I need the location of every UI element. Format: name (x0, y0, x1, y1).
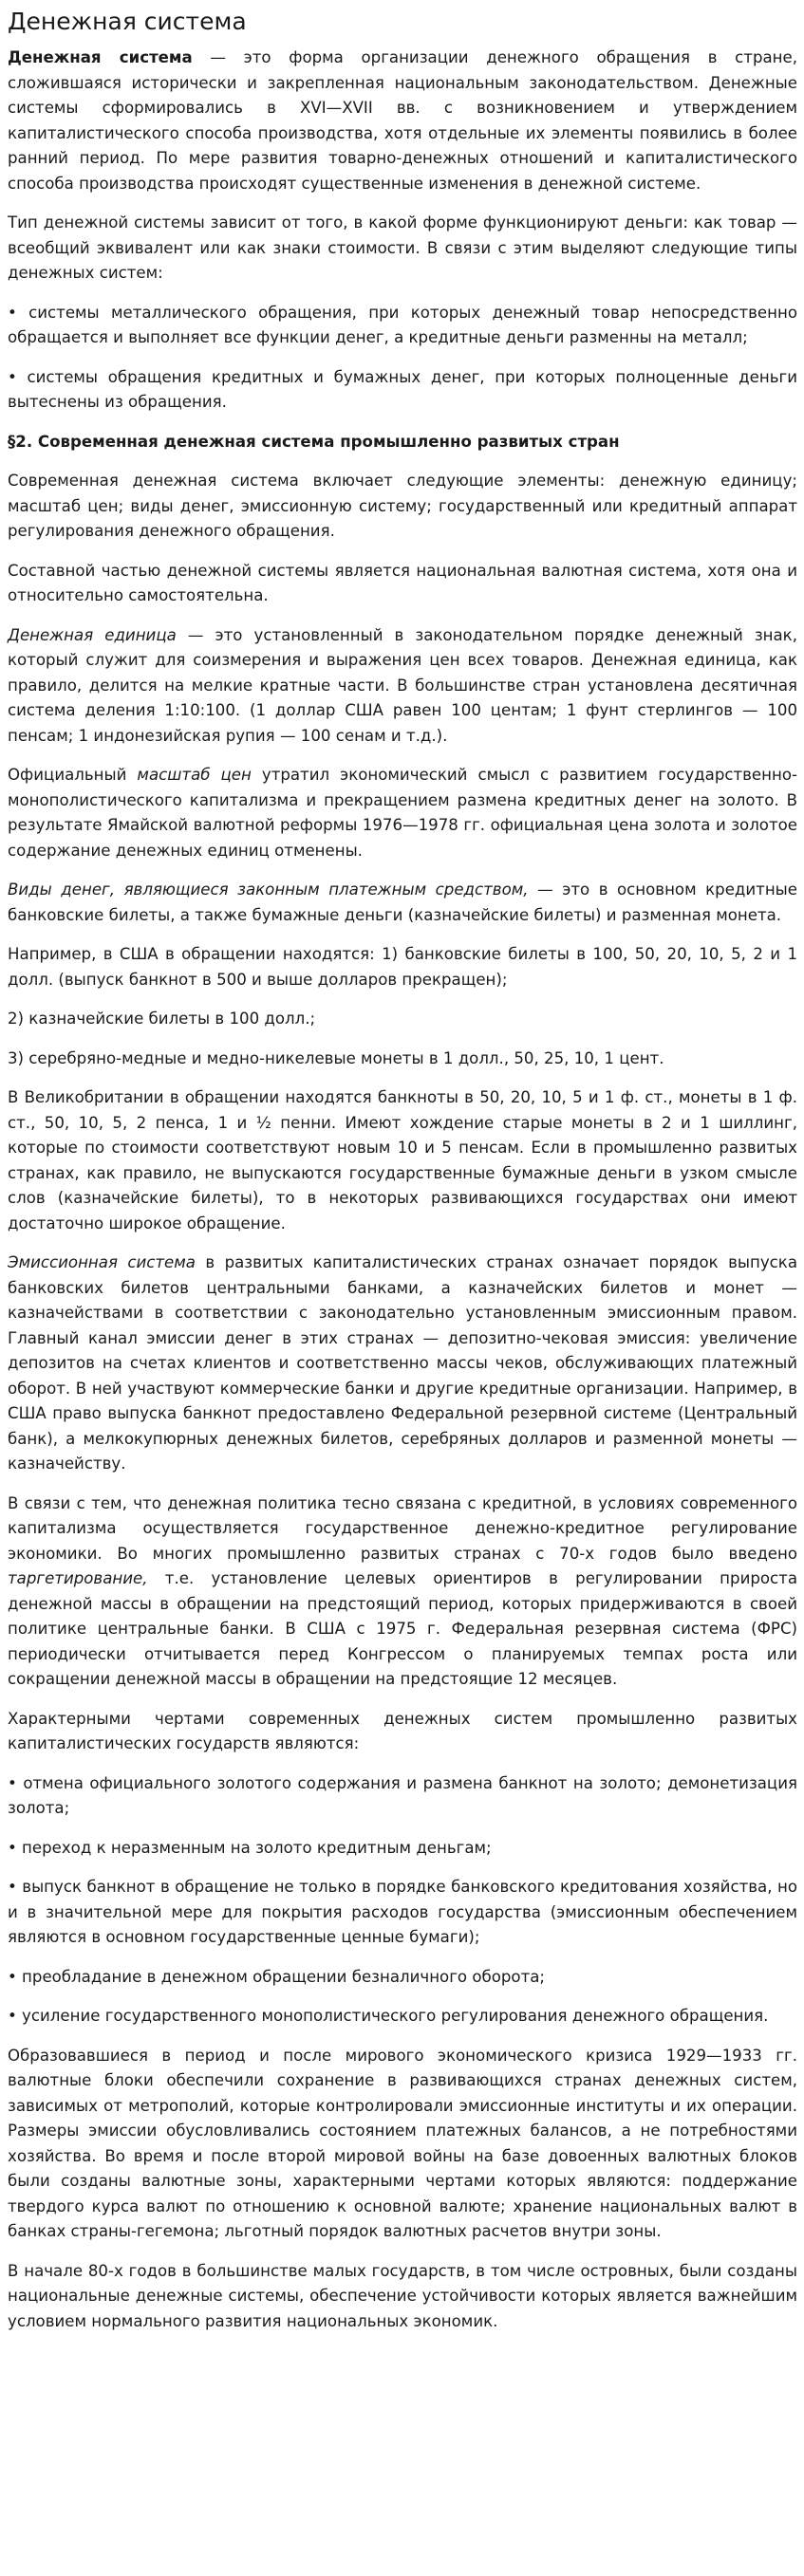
kinds-text: — это в основном кредитные банковские билеты, а также бумажные деньги (казначейские билеты) и разменная монета. (8, 880, 797, 924)
unit-paragraph (8, 623, 797, 750)
elements-paragraph: Современная денежная система включает следующие элементы: денежную единицу; масштаб цен; виды денег, эмиссионную систему; государственный или кредитный аппарат регулирования денежного обращения. (8, 472, 797, 540)
page-title: Денежная система (8, 8, 247, 35)
usa-paragraph-3: 3) серебряно-медные и медно-никелевые монеты в 1 долл., 50, 25, 10, 1 цент. (8, 1048, 664, 1067)
usa-paragraph-1: Например, в США в обращении находятся: 1) банковские билеты в 100, 50, 20, 10, 5, 2 и 1 долл. (выпуск банкнот в 500 и выше долларов прекращен); (8, 945, 797, 989)
emission-paragraph (8, 1251, 797, 1477)
features-intro-paragraph: Характерными чертами современных денежных систем промышленно развитых капиталистических государств являются: (8, 1709, 797, 1752)
types-intro-paragraph: Тип денежной системы зависит от того, в какой форме функционируют деньги: как товар — всеобщий эквивалент или как знаки стоимости. В связи с этим выделяют следующие типы денежных систем: (8, 213, 797, 282)
feature-item: • усиление государственного монополистического регулирования денежного обращения. (8, 2007, 769, 2025)
emission-text: в развитых капиталистических странах означает порядок выпуска банковских билетов центральными банками, а казначейских билетов и монет — казначействами в соответствии с законодательно установленным эмиссионным правом. Главный канал эмиссии денег в этих странах — депозитно-чековая эмиссия: увеличение депозитов на счетах клиентов и соответственно массы чеков, обслуживающих платежный оборот. В ней участвуют коммерческие банки и другие кредитные организации. Например, в США право выпуска банкнот предоставлено Федеральной резервной системе (Центральный банк), а мелкокупюрных денежных билетов, серебряных долларов и разменной монеты — казначейству. (8, 1253, 797, 1473)
eighties-paragraph: В начале 80-х годов в большинстве малых государств, в том числе островных, были созданы национальные денежные системы, обеспечение устойчивости которых является важнейшим условием нормального развития национальных экономик. (8, 2261, 797, 2330)
policy-text: т.е. установление целевых ориентиров в регулировании прироста денежной массы в обращении на предстоящий период, которых придерживаются в своей политике центральные банки. В США с 1975 г. Федеральная резервная система (ФРС) периодически отчитывается перед Конгрессом о планируемых темпах роста или сокращении денежной массы в обращении на предстоящие 12 месяцев. (8, 1569, 797, 1688)
section-heading: §2. Современная денежная система промышленно развитых стран (8, 432, 620, 451)
intro-paragraph (8, 46, 797, 196)
type-item-metallic: • системы металлического обращения, при которых денежный товар непосредственно обращается и выполняет все функции денег, а кредитные деньги разменны на металл; (8, 303, 797, 346)
intro-text: — это форма организации денежного обращения в стране, сложившаяся исторически и закрепленная национальным законодательством. Денежные системы сформировались в XVI—XVII вв. с возникновением и утверждением капиталистического способа производства, хотя отдельные их элементы появились в более ранний период. По мере развития товарно-денежных отношений и капиталистического способа производства происходят существенные изменения в денежной системе. (8, 48, 797, 193)
emission-term: Эмиссионная система (8, 1253, 196, 1271)
kinds-paragraph (8, 878, 797, 928)
scale-term: масштаб цен (137, 766, 252, 784)
policy-pre: В связи с тем, что денежная политика тесно связана с кредитной, в условиях современного капитализма осуществляется государственное денежно-кредитное регулирование экономики. Во многих промышленно развитых странах с 70-х годов было введено (8, 1493, 797, 1563)
kinds-term: Виды денег, являющиеся законным платежным средством, (8, 880, 529, 899)
unit-text: — это установленный в законодательном порядке денежный знак, который служит для соизмерения и выражения цен всех товаров. Денежная единица, как правило, делится на мелкие кратные части. В большинстве стран установлена десятичная система деления 1:10:100. (1 доллар США равен 100 центам; 1 фунт стерлингов — 100 пенсам; 1 индонезийская рупия — 100 сенам и т.д.). (8, 625, 797, 745)
feature-item: • отмена официального золотого содержания и размена банкнот на золото; демонетизация золота; (8, 1773, 797, 1817)
type-item-credit: • системы обращения кредитных и бумажных денег, при которых полноценные деньги вытеснены из обращения. (8, 367, 797, 411)
scale-text: утратил экономический смысл с развитием государственно-монополистического капитализма и прекращением размена кредитных денег на золото. В результате Ямайской валютной реформы 1976—1978 гг. официальная цена золота и золотое содержание денежных единиц отменены. (8, 766, 797, 860)
feature-item: • выпуск банкнот в обращение не только в порядке банковского кредитования хозяйства, но и в значительной мере для покрытия расходов государства (эмиссионным обеспечением являются в основном государственные ценные бумаги); (8, 1878, 797, 1946)
scale-paragraph (8, 763, 797, 863)
feature-item: • переход к неразменным на золото кредитным деньгам; (8, 1838, 492, 1857)
policy-paragraph (8, 1492, 797, 1693)
policy-term: таргетирование, (8, 1569, 148, 1587)
currency-system-paragraph: Составной частью денежной системы является национальная валютная система, хотя она и относительно самостоятельна. (8, 561, 797, 604)
crisis-paragraph: Образовавшиеся в период и после мирового экономического кризиса 1929—1933 гг. валютные блоки обеспечили сохранение в развивающихся странах денежных систем, зависимых от метрополий, которые контролировали эмиссионные институты и их операции. Размеры эмиссии обусловливались состоянием платежных балансов, а не потребностями хозяйства. Во время и после второй мировой войны на базе довоенных валютных блоков были созданы валютные зоны, характерными чертами которых являются: поддержание твердого курса валют по отношению к основной валюте; хранение национальных валют в банках страны-гегемона; льготный порядок валютных расчетов внутри зоны. (8, 2046, 797, 2240)
usa-paragraph-2: 2) казначейские билеты в 100 долл.; (8, 1010, 316, 1028)
scale-pre: Официальный (8, 766, 138, 784)
feature-item: • преобладание в денежном обращении безналичного оборота; (8, 1967, 546, 1986)
uk-paragraph: В Великобритании в обращении находятся банкноты в 50, 20, 10, 5 и 1 ф. ст., монеты в 1 ф. ст., 50, 10, 5, 2 пенса, 1 и ½ пенни. Имеют хождение старые монеты в 2 и 1 шиллинг, которые по стоимости соответствуют новым 10 и 5 пенсам. Если в промышленно развитых странах, как правило, не выпускаются государственные бумажные деньги в узком смысле слов (казначейские билеты), то в некоторых развивающихся государствах они имеют достаточно широкое обращение. (8, 1088, 797, 1232)
unit-term: Денежная единица (8, 625, 177, 644)
intro-term: Денежная система (8, 48, 193, 66)
